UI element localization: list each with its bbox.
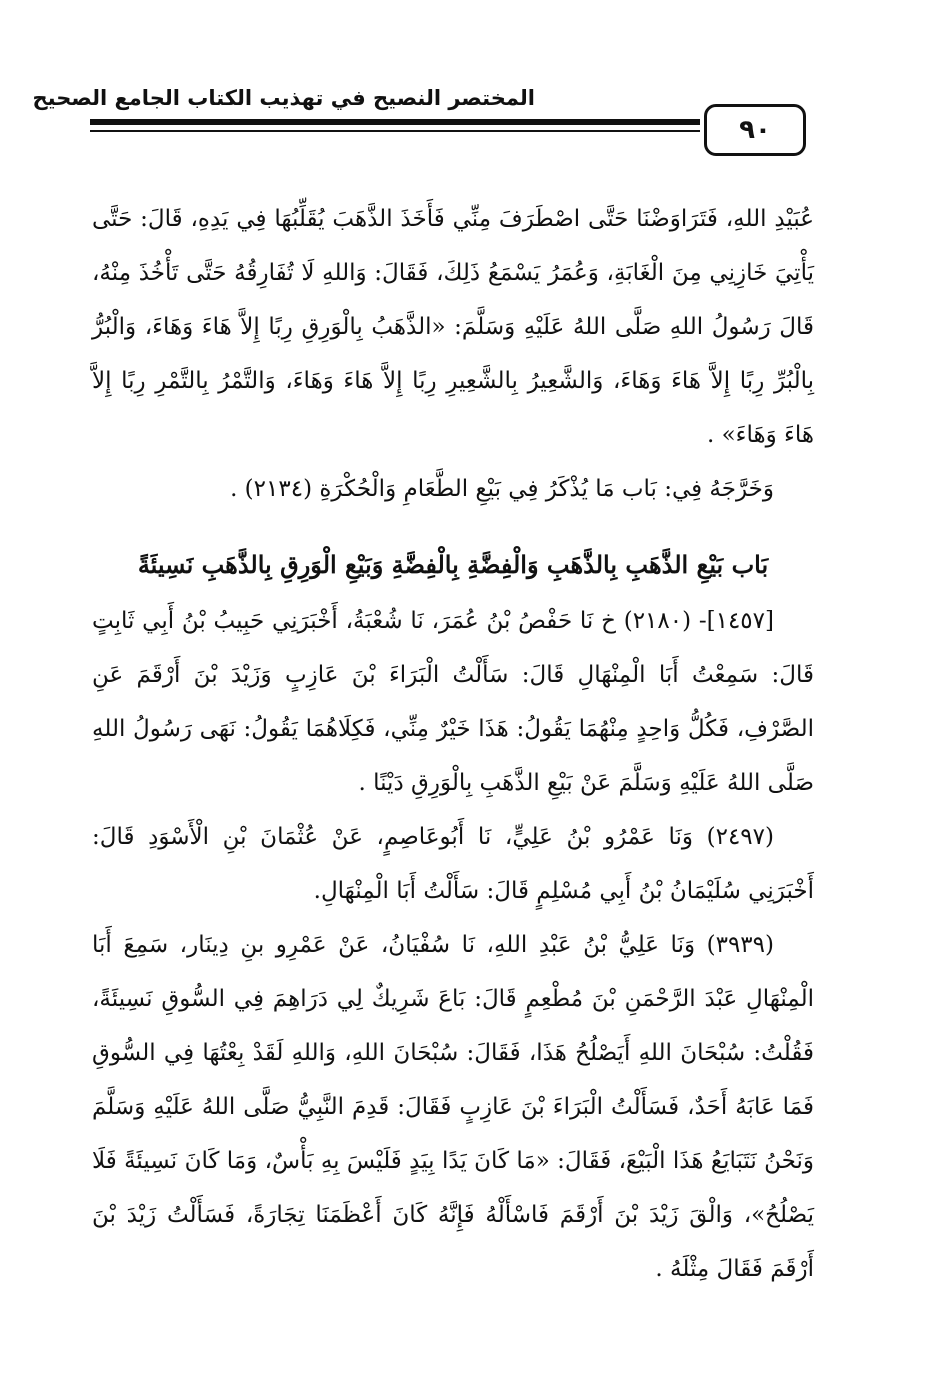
paragraph-hadith-2497: (٢٤٩٧) وَنَا عَمْرُو بْنُ عَلِيٍّ، نَا أَبُوعَاصِمٍ، عَنْ عُثْمَانَ بْنِ الْأَسْوَدِ قَالَ: أَخْبَرَنِي سُلَيْمَانُ بْنُ أَبِي مُسْلِمٍ قَالَ: سَأَلْتُ أَبَا الْمِنْهَالِ.: [92, 824, 814, 904]
page-number: ٩٠: [704, 104, 806, 156]
chapter-heading: بَاب بَيْعِ الذَّهَبِ بِالذَّهَبِ وَالْفِضَّةِ بِالْفِضَّةِ وَبَيْعِ الْوَرِقِ بِالذَّهَبِ نَسِيئَةً: [137, 550, 769, 579]
header-rule-thick: [90, 119, 700, 125]
page-body: [92, 192, 814, 1296]
running-header-title: المختصر النصيح في تهذيب الكتاب الجامع الصحيح: [32, 86, 535, 110]
paragraph-cross-reference: وَخَرَّجَهُ فِي: بَاب مَا يُذْكَرُ فِي بَيْعِ الطَّعَامِ وَالْحُكْرَةِ (٢١٣٤) .: [230, 476, 774, 502]
header-rule-thin: [90, 130, 700, 132]
paragraph-hadith-continuation: عُبَيْدِ اللهِ، فَتَرَاوَضْنَا حَتَّى اصْطَرَفَ مِنِّي فَأَخَذَ الذَّهَبَ يُقَلِّبُهَا فِي يَدِهِ، قَالَ: حَتَّى يَأْتِيَ خَازِنِي مِنَ الْغَابَةِ، وَعُمَرُ يَسْمَعُ ذَلِكَ، فَقَالَ: وَاللهِ لَا تُفَارِقُهُ حَتَّى تَأْخُذَ مِنْهُ، قَالَ رَسُولُ اللهِ صَلَّى اللهُ عَلَيْهِ وَسَلَّمَ: «الذَّهَبُ بِالْوَرِقِ رِبًا إِلاَّ هَاءَ وَهَاءَ، وَالْبُرُّ بِالْبُرِّ رِبًا إِلاَّ هَاءَ وَهَاءَ، وَالشَّعِيرُ بِالشَّعِيرِ رِبًا إِلاَّ هَاءَ وَهَاءَ، وَالتَّمْرُ بِالتَّمْرِ رِبًا إِلاَّ هَاءَ وَهَاءَ» .: [92, 206, 814, 448]
paragraph-hadith-3939: (٣٩٣٩) وَنَا عَلِيُّ بْنُ عَبْدِ اللهِ، نَا سُفْيَانُ، عَنْ عَمْرِو بنِ دِينَار، سَمِعَ أَبَا الْمِنْهَالِ عَبْدَ الرَّحْمَنِ بْنَ مُطْعِمٍ قَالَ: بَاعَ شَرِيكٌ لِي دَرَاهِمَ فِي السُّوقِ نَسِيئَةً، فَقُلْتُ: سُبْحَانَ اللهِ أَيَصْلُحُ هَذَا، فَقَالَ: سُبْحَانَ اللهِ، وَاللهِ لَقَدْ بِعْتُهَا فِي السُّوقِ فَمَا عَابَهُ أَحَدٌ، فَسَأَلْتُ الْبَرَاءَ بْنَ عَازِبٍ فَقَالَ: قَدِمَ النَّبِيُّ صَلَّى اللهُ عَلَيْهِ وَسَلَّمَ وَنَحْنُ نَتَبَايَعُ هَذَا الْبَيْعَ، فَقَالَ: «مَا كَانَ يَدًا بِيَدٍ فَلَيْسَ بِهِ بَأْسٌ، وَمَا كَانَ نَسِيئَةً فَلَا يَصْلُحُ»، وَالْقَ زَيْدَ بْنَ أَرْقَمَ فَاسْأَلْهُ فَإِنَّهُ كَانَ أَعْظَمَنَا تِجَارَةً، فَسَأَلْتُ زَيْدَ بْنَ أَرْقَمَ فَقَالَ مِثْلَهُ .: [92, 932, 814, 1282]
paragraph-hadith-1457: [١٤٥٧]- (٢١٨٠) خ نَا حَفْصُ بْنُ عُمَرَ، نَا شُعْبَةُ، أَخْبَرَنِي حَبِيبُ بْنُ أَبِي ثَابِتٍ قَالَ: سَمِعْتُ أَبَا الْمِنْهَالِ قَالَ: سَأَلْتُ الْبَرَاءَ بْنَ عَازِبٍ وَزَيْدَ بْنَ أَرْقَمَ عَنِ الصَّرْفِ، فَكُلُّ وَاحِدٍ مِنْهُمَا يَقُولُ: هَذَا خَيْرٌ مِنِّي، فَكِلَاهُمَا يَقُولُ: نَهَى رَسُولُ اللهِ صَلَّى اللهُ عَلَيْهِ وَسَلَّمَ عَنْ بَيْعِ الذَّهَبِ بِالْوَرِقِ دَيْنًا .: [92, 608, 814, 796]
